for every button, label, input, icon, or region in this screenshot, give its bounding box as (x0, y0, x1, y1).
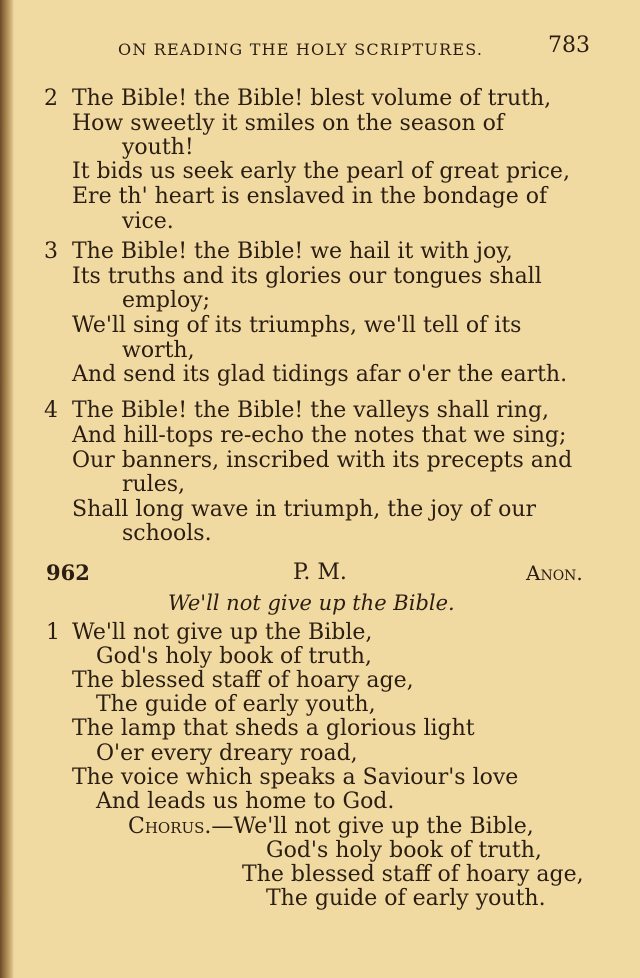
verse-number: 1 (46, 620, 60, 645)
verse-line: The voice which speaks a Saviour's love (72, 765, 519, 790)
verse-line: vice. (122, 209, 174, 234)
verse-line: We'll not give up the Bible, (72, 620, 373, 645)
verse-line: The lamp that sheds a glorious light (72, 716, 475, 741)
hymn-meter: P. M. (293, 560, 347, 585)
verse-line: Its truths and its glories our tongues shall (72, 264, 542, 289)
chorus-line: The blessed staff of hoary age, (242, 862, 584, 887)
chorus-line: God's holy book of truth, (266, 838, 542, 863)
verse-number: 2 (44, 86, 58, 111)
verse-line: schools. (122, 521, 212, 546)
chorus-line: —We'll not give up the Bible, (211, 814, 534, 839)
verse-line: And leads us home to God. (96, 789, 395, 814)
hymn-author: Anon. (526, 561, 583, 585)
page-number: 783 (548, 33, 590, 58)
verse-line: God's holy book of truth, (96, 644, 372, 669)
verse-line: youth! (122, 135, 194, 160)
verse-number: 3 (44, 239, 58, 264)
verse-line: O'er every dreary road, (96, 741, 358, 766)
chorus-first-line (128, 814, 534, 840)
verse-line: rules, (122, 472, 186, 497)
verse-line: Our banners, inscribed with its precepts and (72, 448, 573, 473)
verse-line: Ere th' heart is enslaved in the bondage of (72, 184, 548, 209)
verse-line: It bids us seek early the pearl of great price, (72, 159, 570, 184)
chorus-line: The guide of early youth. (266, 886, 546, 911)
hymn-title: We'll not give up the Bible. (168, 591, 455, 615)
verse-line: The Bible! the Bible! the valleys shall ring, (72, 398, 550, 423)
verse-line: And send its glad tidings afar o'er the earth. (72, 362, 568, 387)
verse-line: The guide of early youth, (96, 692, 376, 717)
verse-line: We'll sing of its triumphs, we'll tell of its (72, 313, 522, 338)
hymn-number: 962 (46, 560, 90, 585)
chorus-label: Chorus. (128, 814, 212, 839)
verse-number: 4 (44, 398, 58, 423)
verse-line: How sweetly it smiles on the season of (72, 111, 505, 136)
verse-line: The blessed staff of hoary age, (72, 668, 414, 693)
verse-line: The Bible! the Bible! blest volume of truth, (72, 86, 552, 111)
verse-line: The Bible! the Bible! we hail it with joy, (72, 239, 513, 264)
running-title: ON READING THE HOLY SCRIPTURES. (118, 40, 484, 59)
verse-line: worth, (122, 338, 195, 363)
verse-line: Shall long wave in triumph, the joy of our (72, 497, 537, 522)
verse-line: employ; (122, 288, 211, 313)
verse-line: And hill-tops re-echo the notes that we sing; (72, 423, 567, 448)
